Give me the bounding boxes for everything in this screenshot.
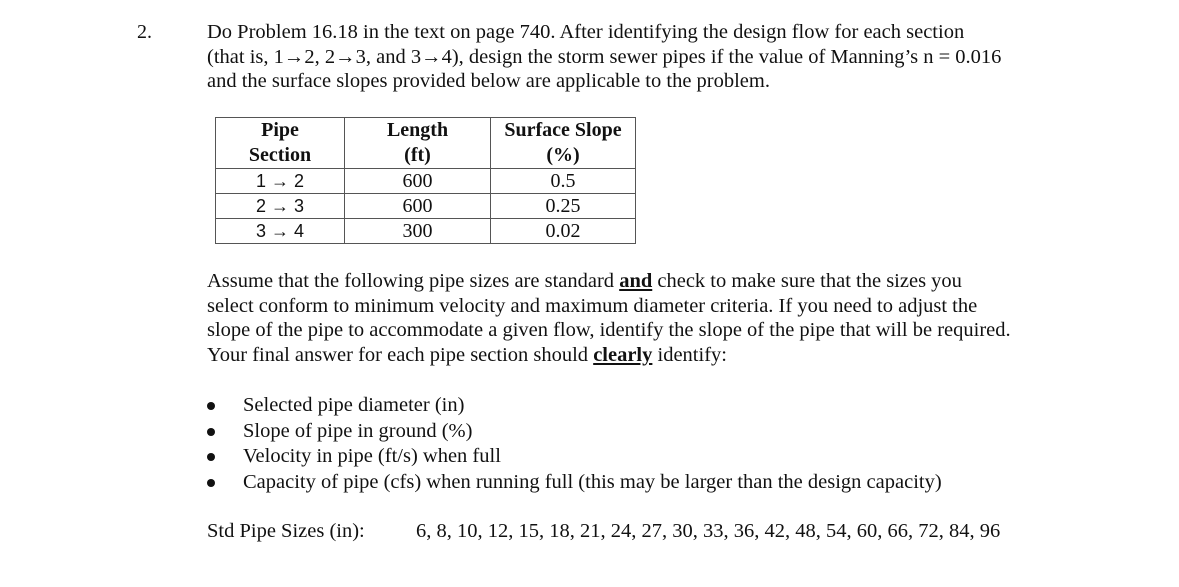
cell-slope: 0.25	[491, 194, 636, 219]
list-item: Selected pipe diameter (in)	[200, 393, 942, 419]
table-header-row	[216, 118, 636, 169]
intro-line: (that is, 1→2, 2→3, and 3→4), design the storm sewer pipes if the value of Manning’s n = 0.016	[207, 45, 1002, 68]
std-pipe-sizes-values: 6, 8, 10, 12, 15, 18, 21, 24, 27, 30, 33, 36, 42, 48, 54, 60, 66, 72, 84, 96	[416, 520, 1001, 542]
cell-length: 300	[345, 219, 491, 244]
assumption-paragraph	[207, 269, 1011, 367]
table-row	[216, 219, 636, 244]
surface-slope-table	[215, 117, 636, 244]
emphasis-and: and	[619, 270, 653, 292]
cell-length: 600	[345, 169, 491, 194]
bullet-icon	[207, 402, 215, 410]
problem-intro	[207, 20, 1001, 94]
assume-line: slope of the pipe to accommodate a given flow, identify the slope of the pipe that will be required.	[207, 319, 1011, 341]
table-row	[216, 194, 636, 219]
list-item: Slope of pipe in ground (%)	[200, 419, 942, 445]
header-surface-slope: Surface Slope (%)	[491, 118, 636, 169]
intro-line: Do Problem 16.18 in the text on page 740. After identifying the design flow for each section	[207, 21, 965, 43]
cell-slope: 0.5	[491, 169, 636, 194]
header-pipe-section: Pipe Section	[216, 118, 345, 169]
emphasis-clearly: clearly	[593, 343, 653, 366]
list-item: Capacity of pipe (cfs) when running full (this may be larger than the design capacity)	[200, 470, 942, 496]
std-pipe-sizes-label: Std Pipe Sizes (in):	[207, 520, 365, 542]
intro-line: and the surface slopes provided below are applicable to the problem.	[207, 70, 770, 92]
table-row	[216, 169, 636, 194]
header-length: Length (ft)	[345, 118, 491, 169]
list-item: Velocity in pipe (ft/s) when full	[200, 444, 942, 470]
assume-line: select conform to minimum velocity and maximum diameter criteria. If you need to adjust the	[207, 294, 978, 317]
bullet-icon	[207, 479, 215, 487]
cell-length: 600	[345, 194, 491, 219]
assume-line: Your final answer for each pipe section should clearly identify:	[207, 343, 727, 366]
cell-slope: 0.02	[491, 219, 636, 244]
bullet-icon	[207, 428, 215, 436]
problem-number: 2.	[137, 21, 152, 43]
required-answers-list	[200, 393, 942, 495]
cell-section: 3 → 4	[216, 219, 345, 244]
cell-section: 1 → 2	[216, 169, 345, 194]
assume-line: Assume that the following pipe sizes are standard and check to make sure that the sizes you	[207, 270, 962, 292]
cell-section: 2 → 3	[216, 194, 345, 219]
bullet-icon	[207, 453, 215, 461]
